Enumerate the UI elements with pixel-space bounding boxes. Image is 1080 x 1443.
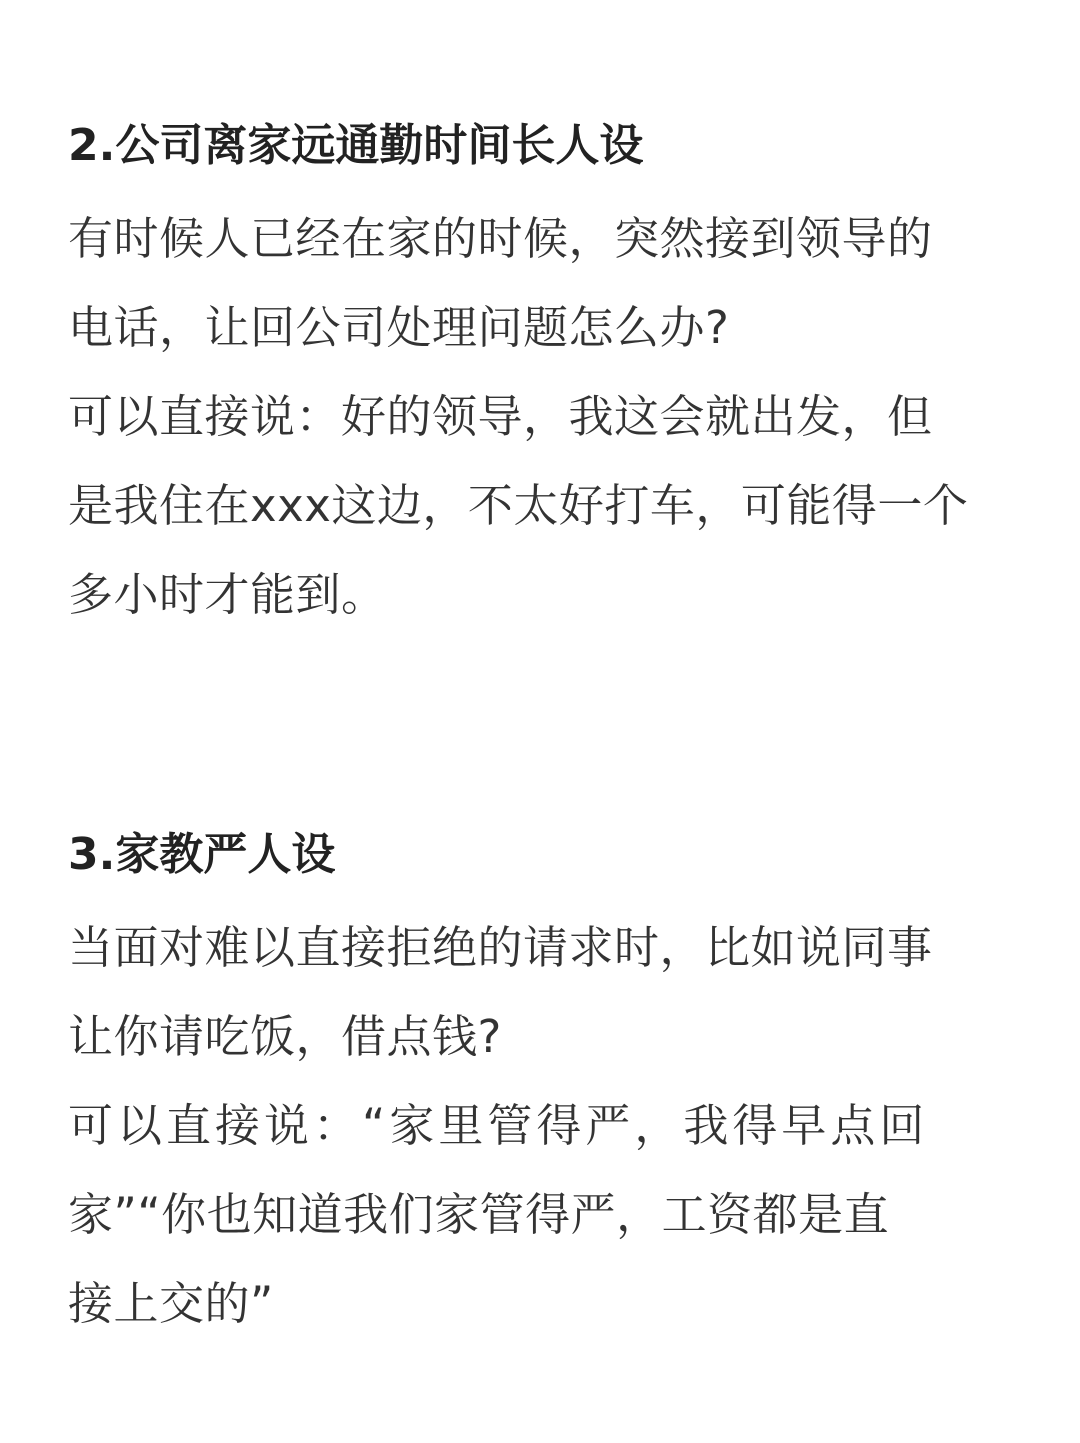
- paragraph-line: 是我住在xxx这边，不太好打车，可能得一个: [68, 479, 969, 532]
- paragraph-line: 当面对难以直接拒绝的请求时，比如说同事: [68, 921, 933, 974]
- section-commute-persona: [68, 118, 1018, 639]
- paragraph-line: 接上交的”: [68, 1277, 274, 1330]
- paragraph-line: 可以直接说：“家里管得严，我得早点回: [68, 1099, 929, 1152]
- section-strict-family-persona: [68, 827, 1018, 1348]
- paragraph-line: 家”“你也知道我们家管得严，工资都是直: [68, 1188, 890, 1241]
- paragraph-line: 电话，让回公司处理问题怎么办?: [68, 301, 730, 354]
- paragraph-line: 可以直接说：好的领导，我这会就出发，但: [68, 390, 933, 443]
- paragraph-line: 多小时才能到。: [68, 568, 387, 621]
- section-heading: 2.公司离家远通勤时间长人设: [68, 120, 644, 171]
- section-body: [68, 903, 1018, 1348]
- paragraph-line: 有时候人已经在家的时候，突然接到领导的: [68, 212, 933, 265]
- section-heading: 3.家教严人设: [68, 829, 336, 880]
- section-body: [68, 194, 1018, 639]
- paragraph-line: 让你请吃饭，借点钱?: [68, 1010, 502, 1063]
